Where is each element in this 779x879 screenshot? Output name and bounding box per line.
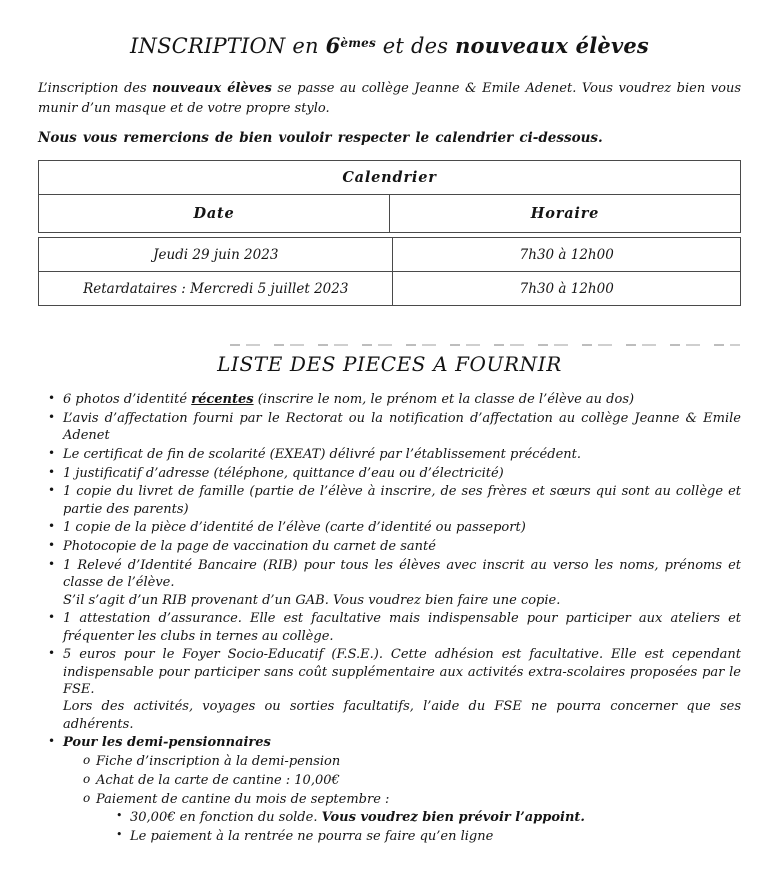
list-item-text [63, 391, 741, 408]
list-item-livret-famille [38, 483, 741, 518]
bullet-icon: • [48, 557, 56, 572]
bullet-icon: • [48, 409, 56, 424]
list-item-paiement-cantine [38, 791, 741, 808]
title-segment-new-students: nouveaux élèves [455, 33, 649, 58]
bullet-icon: • [48, 391, 56, 405]
text-segment: (inscrire le nom, le prénom et la classe de l’élève au dos) [253, 392, 635, 407]
list-item-text [130, 809, 741, 826]
list-item-rib [38, 557, 741, 609]
text-segment: 1 Relevé d’Identité Bancaire (RIB) pour tous les élèves avec inscrit au verso les noms, prénoms et classe de l’élève. [63, 558, 741, 591]
list-item-photos [38, 391, 741, 408]
title-segment-grade: 6 [325, 33, 341, 58]
list-item-text: Fiche d’inscription à la demi-pension [96, 754, 341, 770]
calendar-note: Nous vous remercions de bien vouloir respecter le calendrier ci-dessous. [38, 130, 603, 146]
list-item-text: 1 copie du livret de famille (partie de l’élève à inscrire, de ses frères et sœurs qui sont au collège et partie des parents) [63, 484, 741, 517]
bullet-icon: o [83, 771, 91, 786]
scan-artifact-line [230, 344, 740, 346]
title-segment-grade-suffix: èmes [340, 36, 376, 50]
text-segment: se passe au collège Jeanne & Emile Adenet. Vous voudrez bien vous munir d’un masque et de votre propre stylo. [38, 81, 741, 116]
page-title [38, 33, 741, 58]
title-segment: et des [375, 34, 456, 58]
list-item-fse [38, 646, 741, 732]
list-item-text: 1 attestation d’assurance. Elle est facultative mais indispensable pour participer aux ateliers et fréquenter les clubs in ternes au collège. [63, 611, 741, 644]
bullet-icon: • [116, 828, 123, 842]
text-segment-bold: Vous voudrez bien prévoir l’appoint. [321, 810, 585, 826]
bullet-icon: • [48, 445, 56, 460]
list-item-text: 1 justificatif d’adresse (téléphone, quittance d’eau ou d’électricité) [63, 465, 504, 481]
list-item-text: Pour les demi-pensionnaires [63, 735, 271, 751]
list-item-vaccination [38, 538, 741, 555]
scanned-document-page [0, 33, 779, 879]
bullet-icon: o [83, 790, 91, 805]
list-item-text: Paiement de cantine du mois de septembre : [96, 791, 390, 807]
cell-horaire: 7h30 à 12h00 [393, 272, 741, 306]
bullet-icon: • [48, 483, 56, 498]
bullet-icon: • [48, 538, 56, 553]
list-item-text: 1 copie de la pièce d’identité de l’élève (carte d’identité ou passeport) [63, 520, 526, 536]
column-header-horaire: Horaire [390, 195, 741, 233]
column-header-date: Date [39, 195, 390, 233]
calendar-table-caption: Calendrier [39, 161, 741, 195]
bullet-icon: o [83, 753, 91, 768]
title-segment: INSCRIPTION en [130, 34, 326, 58]
bullet-icon: • [48, 519, 56, 534]
list-item-solde [38, 809, 741, 826]
cell-date: Retardataires : Mercredi 5 juillet 2023 [39, 272, 393, 306]
calendar-table [38, 160, 741, 306]
list-item-text: Achat de la carte de cantine : 10,00€ [96, 772, 340, 788]
cell-date: Jeudi 29 juin 2023 [39, 238, 393, 272]
text-segment-bold: nouveaux élèves [152, 81, 272, 96]
text-segment: 30,00€ en fonction du solde. [130, 810, 322, 826]
list-item-text [63, 646, 741, 732]
text-segment-emphasis: récentes [191, 392, 254, 407]
intro-paragraph [38, 79, 741, 118]
text-segment: Lors des activités, voyages ou sorties facultatifs, l’aide du FSE ne pourra concerner que ses adhérents. [63, 699, 741, 732]
table-row [39, 238, 741, 272]
list-item-assurance [38, 610, 741, 645]
list-item-text [63, 557, 741, 609]
text-segment: L’inscription des [38, 81, 153, 96]
list-item-text: Le paiement à la rentrée ne pourra se faire qu’en ligne [130, 829, 494, 845]
text-segment: 5 euros pour le Foyer Socio-Educatif (F.S.E.). Cette adhésion est facultative. Elle est cependant indispensable pour participer sans coût supplémentaire aux activités extra-scolaires proposées par le FSE. [63, 647, 741, 697]
calendar-table-header [38, 160, 741, 233]
bullet-icon: • [48, 610, 56, 625]
text-segment: 6 photos d’identité [63, 392, 192, 407]
list-item-carte-cantine [38, 772, 741, 789]
list-item-piece-identite [38, 519, 741, 536]
list-item-text: Photocopie de la page de vaccination du carnet de santé [63, 539, 436, 555]
list-item-avis-affectation [38, 410, 741, 445]
section-title: LISTE DES PIECES A FOURNIR [217, 352, 562, 376]
list-item-justificatif-adresse [38, 465, 741, 482]
list-item-paiement-en-ligne [38, 828, 741, 845]
list-item-text: L’avis d’affectation fourni par le Rectorat ou la notification d’affectation au collège Jeanne & Emile Adenet [63, 410, 741, 444]
bullet-icon: • [48, 734, 56, 749]
checklist [38, 391, 741, 846]
list-item-exeat [38, 446, 741, 463]
calendar-table-body [38, 237, 741, 306]
bullet-icon: • [48, 646, 56, 661]
list-item-text: Le certificat de fin de scolarité (EXEAT) délivré par l’établissement précédent. [63, 446, 581, 462]
table-row [39, 272, 741, 306]
cell-horaire: 7h30 à 12h00 [393, 238, 741, 272]
list-item-fiche-inscription [38, 753, 741, 770]
text-segment: S’il s’agit d’un RIB provenant d’un GAB. Vous voudrez bien faire une copie. [63, 592, 561, 608]
list-item-demi-pensionnaires [38, 734, 741, 751]
bullet-icon: • [48, 464, 56, 479]
bullet-icon: • [116, 809, 123, 823]
